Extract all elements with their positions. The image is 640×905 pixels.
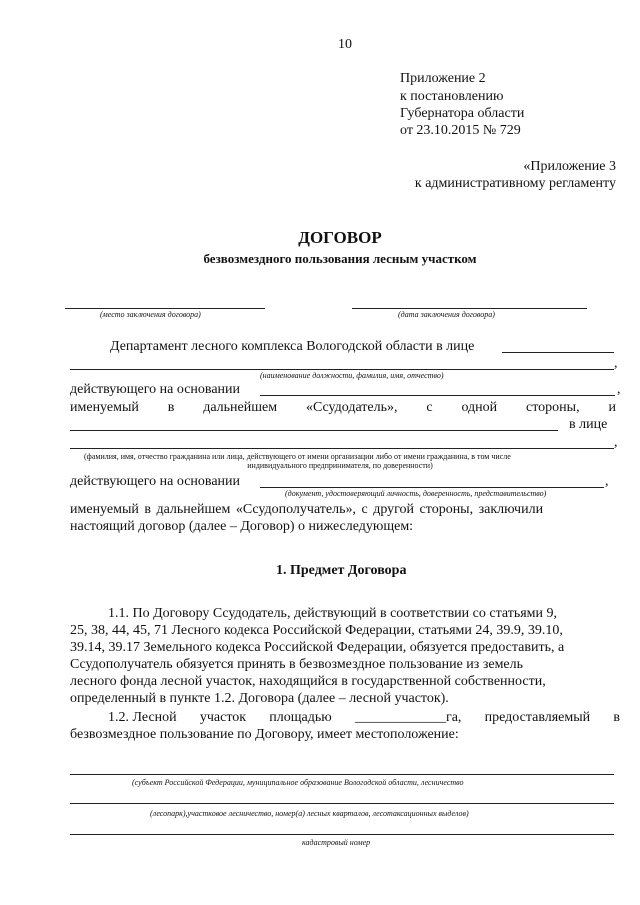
- in-person-label: в лице: [569, 417, 608, 432]
- appendix3-line-2: к административному регламенту: [414, 176, 616, 191]
- location-line-2: [70, 803, 614, 804]
- word: предоставляемый: [484, 710, 591, 725]
- comma-2: ,: [617, 382, 621, 397]
- clause-1-2-line-1: [108, 709, 620, 726]
- clause-1-1-line-1: 1.1. По Договору Ссудодатель, действующий в соответствии со статьями 9,: [108, 606, 558, 621]
- cadastral-caption: кадастровый номер: [302, 838, 371, 847]
- department-text: Департамент лесного комплекса Вологодской области в лице: [110, 339, 475, 354]
- place-line: [65, 308, 265, 309]
- page-number: 10: [338, 37, 352, 52]
- person-caption-2: индивидуального предпринимателя, по доверенности): [247, 461, 433, 470]
- comma-4: ,: [605, 474, 609, 489]
- clause-1-1-line-2: 25, 38, 44, 45, 71 Лесного кодекса Российской Федерации, статьями 24, 39.9, 39.10,: [70, 623, 563, 638]
- appendix-line-2: к постановлению: [400, 89, 504, 104]
- word: одной: [461, 400, 498, 415]
- comma-1: ,: [614, 356, 618, 371]
- comma-3: ,: [614, 435, 618, 450]
- word: 1.2. Лесной: [108, 710, 177, 725]
- clause-1-1-line-3: 39.14, 39.17 Земельного кодекса Российской Федерации, обязуется предоставить, а: [70, 640, 565, 655]
- user-paragraph-line-1: именуемый в дальнейшем «Ссудополучатель», с другой стороны, заключили: [70, 502, 544, 517]
- acting-basis-label-2: действующего на основании: [70, 474, 241, 489]
- area-blank: _____________га,: [354, 710, 462, 725]
- clause-1-1-line-4: Ссудополучатель обязуется принять в безвозмездное пользование из земель: [70, 657, 524, 672]
- word: с: [426, 400, 433, 415]
- acting-basis-line-2: [260, 487, 604, 488]
- user-name-line: [70, 430, 558, 431]
- user-paragraph-line-2: настоящий договор (далее – Договор) о нижеследующем:: [70, 519, 414, 534]
- person-caption-1: (фамилия, имя, отчество гражданина или лица, действующего от имени организации либо от имени гражданина, в том числе: [84, 452, 511, 461]
- word: в: [613, 710, 620, 725]
- date-line: [352, 308, 587, 309]
- acting-basis-label: действующего на основании: [70, 382, 241, 397]
- clause-1-1-line-5: лесного фонда лесной участок, находящийся в государственной собственности,: [70, 674, 546, 689]
- subject-caption: (субъект Российской Федерации, муниципальное образование Вологодской области, лесничество: [132, 778, 464, 787]
- position-line: [70, 369, 614, 370]
- appendix-line-1: Приложение 2: [400, 71, 486, 86]
- clause-1-2-line-2: безвозмездное пользование по Договору, имеет местоположение:: [70, 727, 459, 742]
- word: площадью: [269, 710, 332, 725]
- user-person-line: [70, 448, 614, 449]
- word: именуемый: [70, 400, 139, 415]
- location-line-3: [70, 834, 614, 835]
- document-subtitle: безвозмездного пользования лесным участком: [203, 251, 477, 266]
- appendix-line-3: Губернатора области: [400, 106, 525, 121]
- document-title: ДОГОВОР: [298, 228, 382, 247]
- acting-basis-line: [260, 395, 615, 396]
- location-line-1: [70, 774, 614, 775]
- word: стороны,: [526, 400, 580, 415]
- section-1-heading: 1. Предмет Договора: [276, 563, 407, 578]
- word: дальнейшем: [203, 400, 278, 415]
- date-caption: (дата заключения договора): [398, 310, 495, 319]
- position-caption: (наименование должности, фамилия, имя, отчество): [260, 371, 444, 380]
- word: «Ссудодатель»,: [305, 400, 398, 415]
- word: участок: [199, 710, 247, 725]
- place-caption: (место заключения договора): [100, 310, 201, 319]
- appendix-line-4: от 23.10.2015 № 729: [400, 123, 521, 138]
- forest-caption: (лесопарк),участковое лесничество, номер(а) лесных кварталов, лесотаксационных выделов): [150, 809, 469, 818]
- document-caption: (документ, удостоверяющий личность, доверенность, представительство): [285, 489, 547, 498]
- word: и: [608, 400, 616, 415]
- department-person-line: [502, 352, 614, 353]
- hereinafter-line: [70, 399, 616, 416]
- appendix3-line-1: «Приложение 3: [523, 159, 616, 174]
- word: в: [167, 400, 175, 415]
- clause-1-1-line-6: определенный в пункте 1.2. Договора (далее – лесной участок).: [70, 691, 449, 706]
